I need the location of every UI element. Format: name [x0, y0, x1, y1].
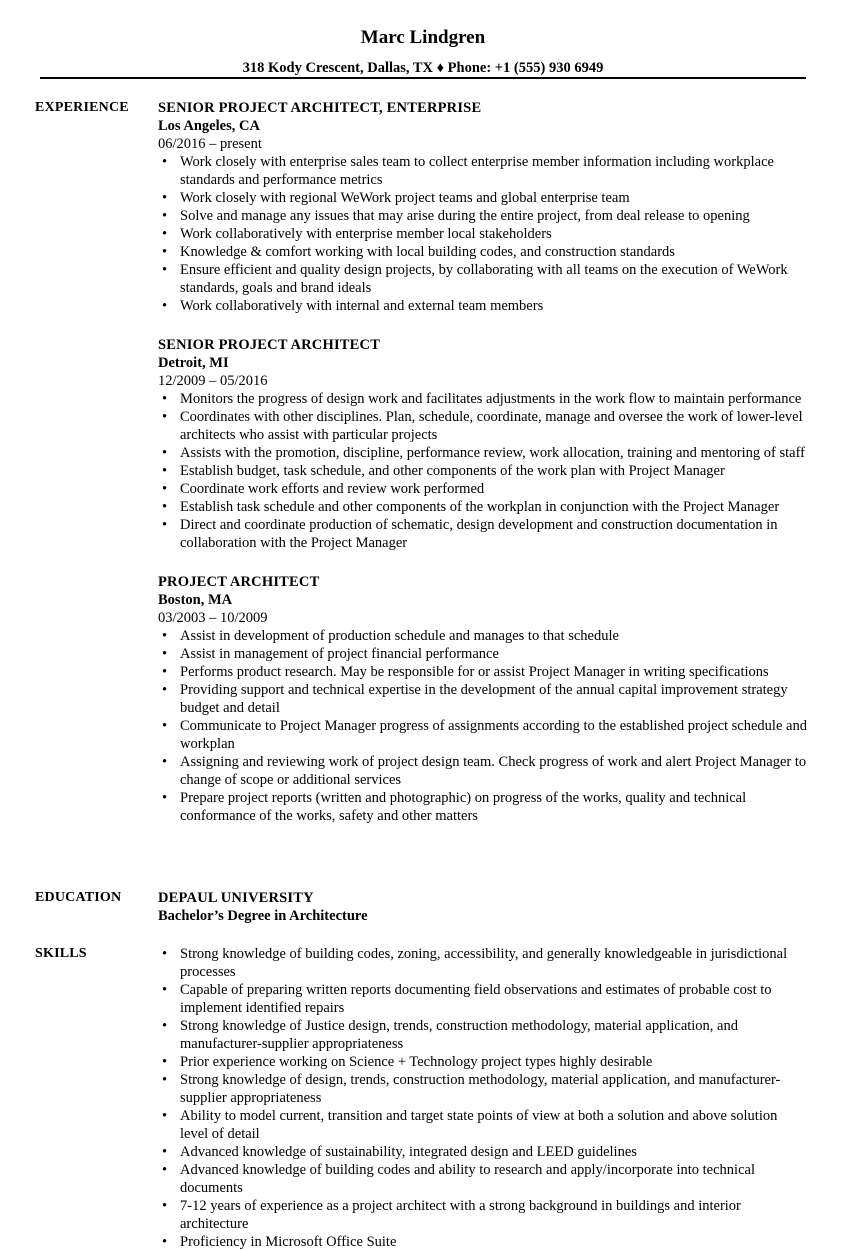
job-bullet: • Monitors the progress of design work and facilitates adjustments in the work flow to maintain performance: [158, 390, 808, 408]
job-entry: [158, 573, 808, 825]
skill-item: • Strong knowledge of design, trends, construction methodology, material application, and manufacturer-supplier appropriateness: [158, 1071, 808, 1107]
job-bullet: • Establish budget, task schedule, and other components of the work plan with Project Manager: [158, 462, 808, 480]
skill-item: • 7-12 years of experience as a project architect with a strong background in buildings and interior architecture: [158, 1197, 808, 1233]
education-body: [158, 889, 808, 925]
job-bullet: • Coordinates with other disciplines. Plan, schedule, coordinate, manage and oversee the work of lower-level architects who assist with particular projects: [158, 408, 808, 444]
education-label: EDUCATION: [35, 890, 122, 905]
contact-line: 318 Kody Crescent, Dallas, TX ♦ Phone: +1 (555) 930 6949: [242, 60, 604, 76]
job-title: SENIOR PROJECT ARCHITECT: [158, 337, 381, 353]
job-bullet: • Knowledge & comfort working with local building codes, and construction standards: [158, 243, 808, 261]
skill-item: • Strong knowledge of building codes, zoning, accessibility, and generally knowledgeable in jurisdictional processes: [158, 945, 808, 981]
job-dates: 06/2016 – present: [158, 136, 262, 152]
job-title: SENIOR PROJECT ARCHITECT, ENTERPRISE: [158, 100, 482, 116]
job-bullet: • Assists with the promotion, discipline, performance review, work allocation, training and mentoring of staff: [158, 444, 808, 462]
job-entry: [158, 336, 808, 552]
skill-item: • Proficiency in Microsoft Office Suite: [158, 1233, 808, 1251]
job-bullet: • Prepare project reports (written and photographic) on progress of the works, quality and technical conformance of the works, safety and other matters: [158, 789, 808, 825]
skill-item: • Prior experience working on Science + Technology project types highly desirable: [158, 1053, 808, 1071]
job-bullets: [158, 390, 808, 552]
job-bullet: • Assist in development of production schedule and manages to that schedule: [158, 627, 808, 645]
skill-item: • Ability to model current, transition and target state points of view at both a solution and above solution level of detail: [158, 1107, 808, 1143]
job-bullet: • Establish task schedule and other components of the workplan in conjunction with the Project Manager: [158, 498, 808, 516]
skill-item: • Strong knowledge of Justice design, trends, construction methodology, material application, and manufacturer-supplier appropriateness: [158, 1017, 808, 1053]
job-title: PROJECT ARCHITECT: [158, 574, 320, 590]
job-bullet: • Providing support and technical expertise in the development of the annual capital improvement strategy budget and detail: [158, 681, 808, 717]
job-bullet: • Assigning and reviewing work of project design team. Check progress of work and alert Project Manager to change of scope or additional services: [158, 753, 808, 789]
job-dates: 12/2009 – 05/2016: [158, 373, 268, 389]
job-bullet: • Work closely with regional WeWork project teams and global enterprise team: [158, 189, 808, 207]
job-bullet: • Work closely with enterprise sales team to collect enterprise member information including workplace standards and performance metrics: [158, 153, 808, 189]
job-bullet: • Coordinate work efforts and review work performed: [158, 480, 808, 498]
job-bullet: • Performs product research. May be responsible for or assist Project Manager in writing specifications: [158, 663, 808, 681]
job-bullet: • Work collaboratively with internal and external team members: [158, 297, 808, 315]
experience-label: EXPERIENCE: [35, 100, 129, 115]
job-bullet: • Assist in management of project financial performance: [158, 645, 808, 663]
skill-item: • Advanced knowledge of sustainability, integrated design and LEED guidelines: [158, 1143, 808, 1161]
header-divider: [40, 77, 806, 79]
job-bullets: [158, 627, 808, 825]
skills-label: SKILLS: [35, 946, 87, 961]
job-bullet: • Ensure efficient and quality design projects, by collaborating with all teams on the execution of WeWork standards, goals and brand ideals: [158, 261, 808, 297]
job-bullet: • Solve and manage any issues that may arise during the entire project, from deal release to opening: [158, 207, 808, 225]
job-entry: [158, 99, 808, 315]
skill-item: • Advanced knowledge of building codes and ability to research and apply/incorporate into technical documents: [158, 1161, 808, 1197]
job-location: Detroit, MI: [158, 355, 229, 371]
school-name: DEPAUL UNIVERSITY: [158, 890, 314, 906]
job-bullet: • Communicate to Project Manager progress of assignments according to the established project schedule and workplan: [158, 717, 808, 753]
job-location: Los Angeles, CA: [158, 118, 260, 134]
experience-body: [158, 99, 808, 843]
skills-body: [158, 945, 808, 1251]
job-bullets: [158, 153, 808, 315]
job-bullet: • Work collaboratively with enterprise member local stakeholders: [158, 225, 808, 243]
candidate-name: Marc Lindgren: [360, 27, 486, 48]
job-dates: 03/2003 – 10/2009: [158, 610, 268, 626]
job-bullet: • Direct and coordinate production of schematic, design development and construction documentation in collaboration with the Project Manager: [158, 516, 808, 552]
job-location: Boston, MA: [158, 592, 233, 608]
skills-list: [158, 945, 808, 1251]
degree-name: Bachelor’s Degree in Architecture: [158, 908, 368, 924]
skill-item: • Capable of preparing written reports documenting field observations and estimates of probable cost to implement identified repairs: [158, 981, 808, 1017]
